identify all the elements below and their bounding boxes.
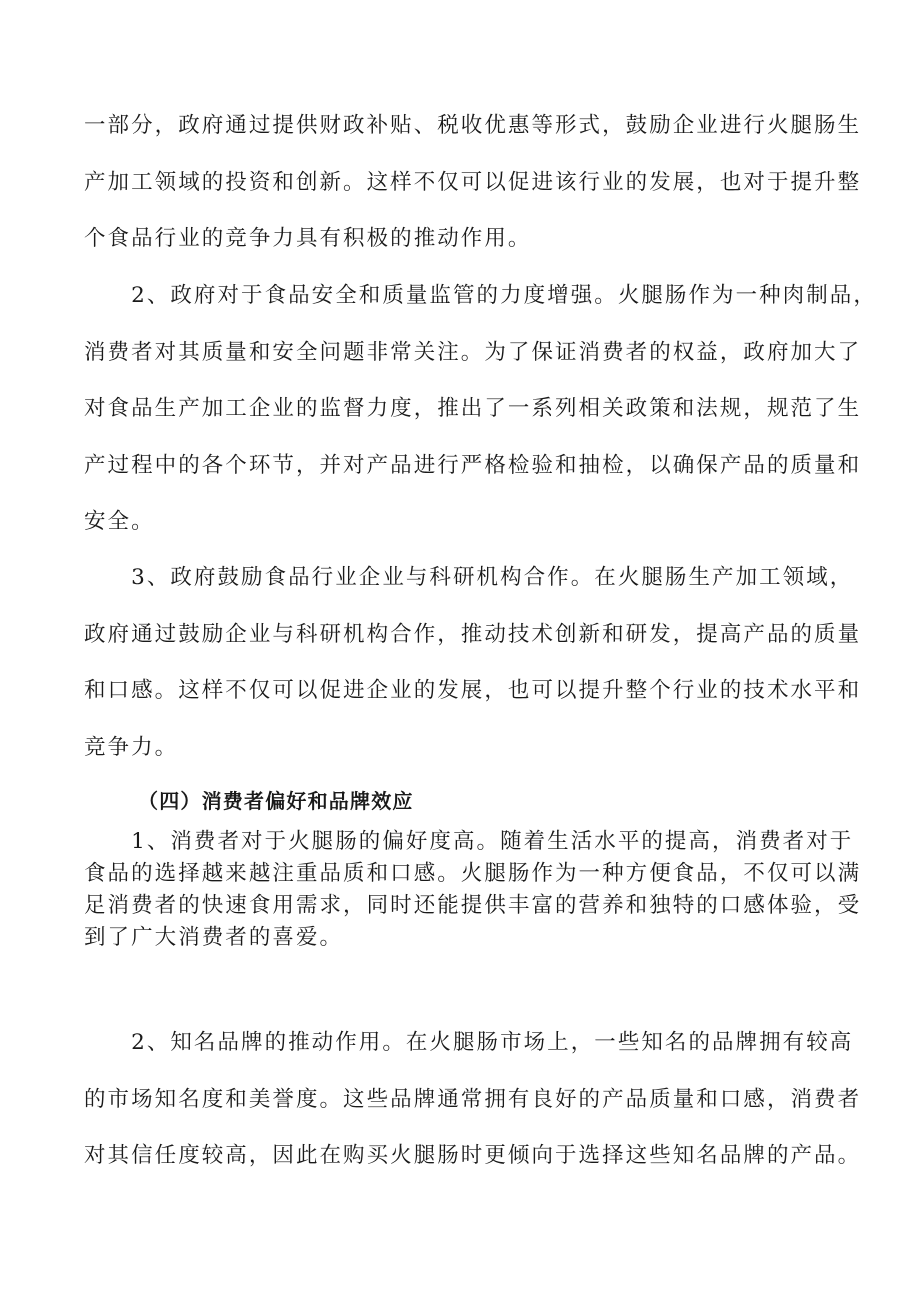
text-line: 产过程中的各个环节，并对产品进行严格检验和抽检，以确保产品的质量和: [84, 452, 862, 478]
section-heading: （四）消费者偏好和品牌效应: [138, 789, 414, 813]
text-line: 一部分，政府通过提供财政补贴、税收优惠等形式，鼓励企业进行火腿肠生: [84, 113, 862, 138]
text-line: 到了广大消费者的喜爱。: [84, 925, 344, 950]
text-line: 安全。: [84, 509, 155, 534]
paragraph-regulation: [84, 268, 877, 551]
paragraph-brand-effect: [84, 1015, 862, 1185]
text-line: 足消费者的快速食用需求，同时还能提供丰富的营养和独特的口感体验，受: [84, 893, 862, 918]
text-line: 政府通过鼓励企业与科研机构合作，推动技术创新和研发，提高产品的质量: [84, 621, 862, 647]
text-line: 食品的选择越来越注重品质和口感。火腿肠作为一种方便食品，不仅可以满: [84, 861, 862, 886]
paragraph-consumer-preference: [84, 826, 862, 954]
text-line: 3、政府鼓励食品行业企业与科研机构合作。在火腿肠生产加工领域，: [84, 565, 854, 590]
paragraph-funding: [84, 98, 862, 268]
text-line: 2、政府对于食品安全和质量监管的力度增强。火腿肠作为一种肉制品，: [84, 283, 877, 308]
text-line: 1、消费者对于火腿肠的偏好度高。随着生活水平的提高，消费者对于: [84, 829, 854, 854]
text-line: 和口感。这样不仅可以促进企业的发展，也可以提升整个行业的技术水平和: [84, 678, 862, 703]
text-line: 的市场知名度和美誉度。这些品牌通常拥有良好的产品质量和口感，消费者: [84, 1086, 862, 1112]
text-line: 消费者对其质量和安全问题非常关注。为了保证消费者的权益，政府加大了: [84, 339, 862, 365]
text-line: 个食品行业的竞争力具有积极的推动作用。: [84, 226, 532, 251]
paragraph-research-cooperation: [84, 550, 862, 776]
text-line: 竞争力。: [84, 734, 179, 760]
text-line: 2、知名品牌的推动作用。在火腿肠市场上，一些知名的品牌拥有较高: [84, 1030, 854, 1055]
text-line: 对其信任度较高，因此在购买火腿肠时更倾向于选择这些知名品牌的产品。: [84, 1143, 862, 1168]
text-line: 产加工领域的投资和创新。这样不仅可以促进该行业的发展，也对于提升整: [84, 169, 862, 195]
text-line: 对食品生产加工企业的监督力度，推出了一系列相关政策和法规，规范了生: [84, 396, 862, 421]
